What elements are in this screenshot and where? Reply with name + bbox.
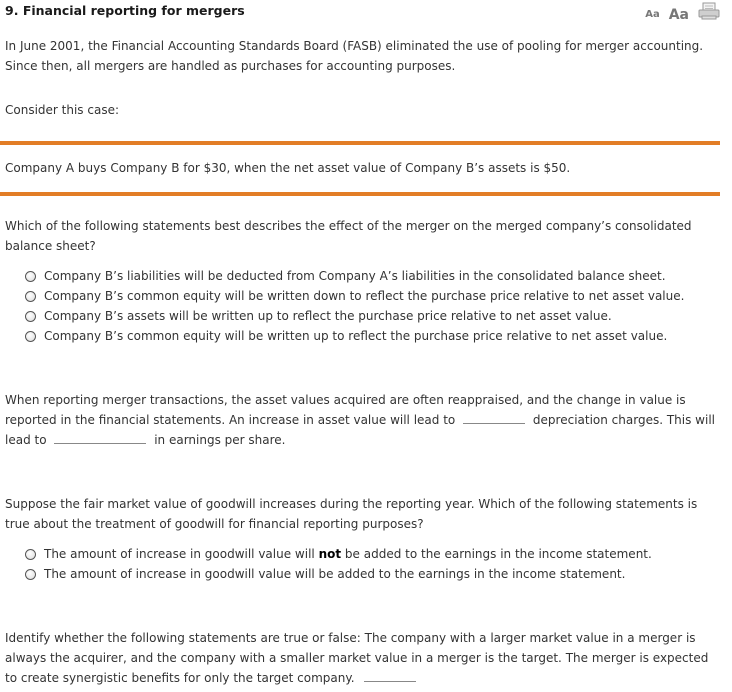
toolbar: [645, 2, 720, 23]
case-text: Company A buys Company B for $30, when the net asset value of Company B’s assets is $50.: [5, 161, 571, 175]
q3-options: [25, 544, 652, 584]
option-label-pre: The amount of increase in goodwill value will: [44, 547, 315, 561]
print-button[interactable]: [698, 2, 720, 23]
q1-prompt: Which of the following statements best describes the effect of the merger on the merged company’s consolidated balance sheet?: [5, 219, 692, 253]
option-label-bold: not: [318, 547, 342, 561]
radio-button[interactable]: [25, 291, 36, 302]
font-size-large-button[interactable]: Aa: [668, 7, 689, 23]
radio-button[interactable]: [25, 311, 36, 322]
option-label: Company B’s liabilities will be deducted from Company A’s liabilities in the consolidated balance sheet.: [44, 269, 666, 283]
question-title: [5, 3, 245, 18]
q2-text-part2: depreciation charges. This will: [532, 413, 715, 427]
option-label: Company B’s common equity will be written up to reflect the purchase price relative to net asset value.: [44, 329, 668, 343]
radio-button[interactable]: [25, 569, 36, 580]
q4-text: [5, 628, 721, 688]
q3-prompt: Suppose the fair market value of goodwill increases during the reporting year. Which of the following statements is true about the treatment of goodwill for financial reporting purposes?: [5, 497, 698, 531]
q2-blank-eps-dropdown[interactable]: [54, 431, 146, 444]
q2-text-part4: in earnings per share.: [154, 433, 286, 447]
option-label: Company B’s assets will be written up to reflect the purchase price relative to net asset value.: [44, 309, 612, 323]
font-size-small-button[interactable]: Aa: [645, 9, 660, 20]
case-divider-top: [0, 141, 720, 145]
case-divider-bottom: [0, 192, 720, 196]
radio-button[interactable]: [25, 331, 36, 342]
q1-option-3[interactable]: [25, 306, 684, 326]
radio-button[interactable]: [25, 549, 36, 560]
q1-option-1[interactable]: [25, 266, 684, 286]
q3-option-1[interactable]: [25, 544, 652, 564]
q1-option-2[interactable]: [25, 286, 684, 306]
q3-option-2[interactable]: [25, 564, 652, 584]
q1-options: [25, 266, 684, 346]
question-number: 9.: [5, 3, 19, 18]
case-prompt: Consider this case:: [5, 103, 119, 117]
question-title-text: Financial reporting for mergers: [22, 3, 245, 18]
q2-text: [5, 390, 721, 450]
print-icon: [698, 2, 720, 20]
q1-option-4[interactable]: [25, 326, 684, 346]
option-label: Company B’s common equity will be written down to reflect the purchase price relative to net asset value.: [44, 289, 685, 303]
option-label: [44, 547, 652, 561]
q4-blank-true-false-dropdown[interactable]: [364, 669, 416, 682]
q2-text-part3: lead to: [5, 433, 47, 447]
intro-text: In June 2001, the Financial Accounting Standards Board (FASB) eliminated the use of pooling for merger accounting. Since then, all mergers are handled as purchases for accounting purposes.: [5, 39, 704, 73]
option-label-post: be added to the earnings in the income statement.: [344, 547, 652, 561]
q4-statement: Identify whether the following statements are true or false: The company with a larger market value in a merger is always the acquirer, and the company with a smaller market value in a merger is the target. The merger is expected to create synergistic benefits for only the target company.: [5, 631, 709, 685]
radio-button[interactable]: [25, 271, 36, 282]
q2-text-part1: When reporting merger transactions, the asset values acquired are often reappraised, and the change in value is reported in the financial statements. An increase in asset value will lead to: [5, 393, 686, 427]
q2-blank-depreciation-dropdown[interactable]: [463, 411, 525, 424]
option-label: The amount of increase in goodwill value will be added to the earnings in the income statement.: [44, 567, 626, 581]
